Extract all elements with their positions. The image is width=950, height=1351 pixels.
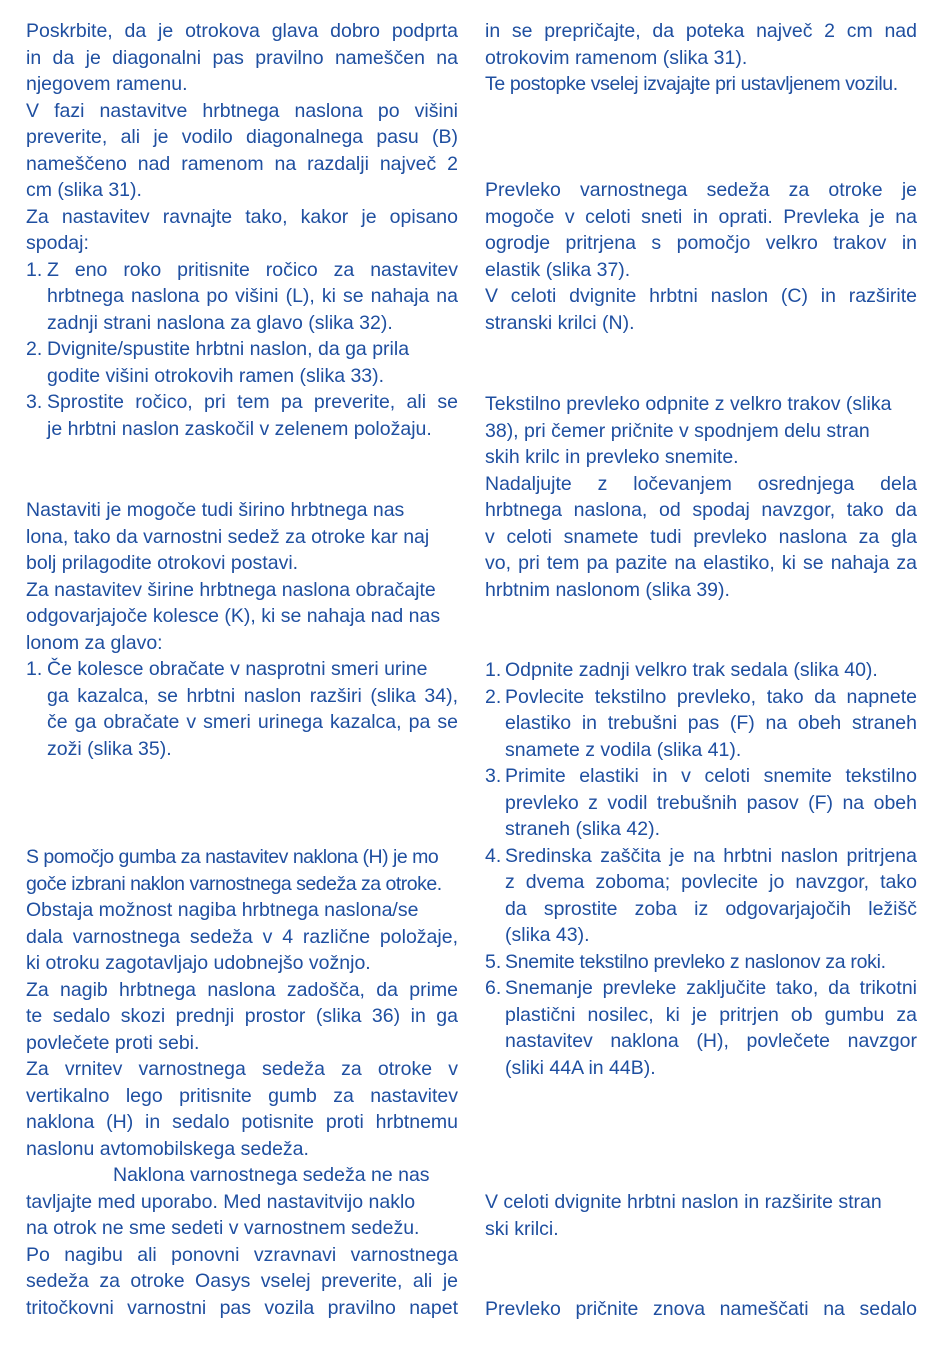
text-line: elastik (slika 37).: [485, 258, 631, 281]
list-item-line: Snemite tekstilno prevleko z naslonov za roki.: [505, 950, 886, 973]
text-line: v celoti snamete tudi prevleko naslona za gla: [485, 525, 917, 548]
list-number: 6.: [485, 977, 502, 999]
list-item-line: Dvignite/spustite hrbtni naslon, da ga prila: [47, 338, 410, 360]
list-item-line: da sprostite zoba iz odgovarjajočih ležišč: [505, 897, 917, 920]
text-line: odgovarjajoče kolesce (K), ki se nahaja nad nas: [26, 605, 441, 627]
list-item-line: godite višini otrokovih ramen (slika 33).: [47, 364, 385, 387]
text-line: Nadaljujte z ločevanjem osrednjega dela: [485, 472, 917, 495]
text-line: lonom za glavo:: [26, 631, 163, 654]
text-line: sedeža za otroke Oasys vselej preverite, ali je: [26, 1270, 458, 1292]
list-item-line: Če kolesce obračate v nasprotni smeri urine: [47, 658, 428, 680]
text-line: Za nastavitev ravnajte tako, kakor je opisano: [26, 205, 458, 228]
text-line: Prevleko varnostnega sedeža za otroke je: [485, 179, 917, 201]
text-line: preverite, ali je vodilo diagonalnega pasu (B): [26, 126, 458, 148]
text-line: hrbtnim naslonom (slika 39).: [485, 578, 730, 601]
text-line: Poskrbite, da je otrokova glava dobro podprta: [26, 20, 458, 42]
list-number: 1.: [26, 658, 43, 680]
text-line: Tekstilno prevleko odpnite z velkro trakov (slika: [485, 393, 892, 415]
text-line: otrokovim ramenom (slika 31).: [485, 46, 748, 69]
text-line: Naklona varnostnega sedeža ne nas: [113, 1164, 430, 1186]
list-item-line: nastavitev naklona (H), povlečete navzgor: [505, 1030, 917, 1052]
list-number: 4.: [485, 844, 502, 867]
text-line: mogoče v celoti sneti in oprati. Prevleka je na: [485, 205, 917, 228]
text-line: 38), pri čemer pričnite v spodnjem delu stran: [485, 419, 870, 442]
list-item-line: (sliki 44A in 44B).: [505, 1056, 656, 1079]
list-item-line: straneh (slika 42).: [505, 818, 660, 840]
list-item-line: zoži (slika 35).: [47, 737, 172, 760]
text-line: vo, pri tem pa pazite na elastiko, ki se nahaja za: [485, 552, 917, 574]
text-line: skih krilc in prevleko snemite.: [485, 446, 739, 468]
text-line: V fazi nastavitve hrbtnega naslona po višini: [26, 99, 458, 122]
text-line: ogrodje pritrjena s pomočjo velkro trakov in: [485, 232, 917, 254]
text-line: Te postopke vselej izvajajte pri ustavljenem vozilu.: [485, 73, 898, 95]
list-item-line: prevleko z vodil trebušnih pasov (F) na obeh: [505, 791, 917, 814]
text-line: tritočkovni varnostni pas vozila pravilno napet: [26, 1296, 458, 1319]
text-line: ski krilci.: [485, 1217, 559, 1240]
list-item-line: Sredinska zaščita je na hrbtni naslon pritrjena: [505, 844, 917, 867]
text-line: hrbtnega naslona, od spodaj navzgor, tako da: [485, 499, 917, 521]
list-item-line: z dvema zoboma; povlecite jo navzgor, tako: [505, 871, 917, 893]
text-line: na otrok ne sme sedeti v varnostnem sedežu.: [26, 1217, 420, 1239]
text-line: in se prepričajte, da poteka največ 2 cm nad: [485, 20, 917, 42]
text-line: ki otroku zagotavljajo udobnejšo vožnjo.: [26, 952, 371, 974]
text-line: Za vrnitev varnostnega sedeža za otroke v: [26, 1058, 458, 1080]
list-item-line: če ga obračate v smeri urinega kazalca, pa se: [47, 711, 458, 733]
text-line: in da je diagonalni pas pravilno nameščen na: [26, 46, 458, 69]
text-line: nameščeno nad ramenom na razdalji največ 2: [26, 152, 458, 175]
text-line: te sedalo skozi prednji prostor (slika 36) in ga: [26, 1005, 458, 1027]
list-item-line: Povlecite tekstilno prevleko, tako da napnete: [505, 685, 917, 708]
list-item-line: Primite elastiki in v celoti snemite tekstilno: [505, 765, 917, 787]
text-line: lona, tako da varnostni sedež za otroke kar naj: [26, 525, 430, 548]
list-number: 3.: [26, 391, 43, 413]
text-line: Za nagib hrbtnega naslona zadošča, da prime: [26, 978, 458, 1001]
text-line: njegovem ramenu.: [26, 73, 188, 95]
text-line: naslonu avtomobilskega sedeža.: [26, 1137, 309, 1160]
list-number: 2.: [485, 685, 502, 708]
list-item-line: snamete z vodila (slika 41).: [505, 738, 742, 761]
list-number: 2.: [26, 338, 43, 360]
list-item-line: hrbtnega naslona po višini (L), ki se nahaja na: [47, 285, 458, 307]
text-line: S pomočjo gumba za nastavitev naklona (H) je mo: [26, 846, 439, 868]
text-line: goče izbrani naklon varnostnega sedeža za otroke.: [26, 872, 442, 895]
list-item-line: Snemanje prevleke zaključite tako, da trikotni: [505, 977, 917, 999]
text-line: V celoti dvignite hrbtni naslon in razširite stran: [485, 1191, 882, 1213]
list-item-line: Sprostite ročico, pri tem pa preverite, ali se: [47, 391, 458, 413]
text-line: dala varnostnega sedeža v 4 različne položaje,: [26, 925, 458, 948]
list-number: 5.: [485, 950, 502, 973]
text-line: spodaj:: [26, 232, 89, 254]
text-line: Po nagibu ali ponovni vzravnavi varnostnega: [26, 1243, 458, 1266]
text-line: bolj prilagodite otrokovi postavi.: [26, 552, 299, 574]
list-item-line: Odpnite zadnji velkro trak sedala (slika 40).: [505, 659, 878, 681]
list-item-line: elastiko in trebušni pas (F) na obeh straneh: [505, 712, 917, 734]
list-item-line: ga kazalca, se hrbtni naslon razširi (slika 34),: [47, 684, 458, 707]
text-line: stranski krilci (N).: [485, 311, 635, 334]
list-number: 1.: [26, 258, 43, 281]
text-line: V celoti dvignite hrbtni naslon (C) in razširite: [485, 285, 917, 307]
text-line: Za nastavitev širine hrbtnega naslona obračajte: [26, 578, 436, 601]
text-line: Obstaja možnost nagiba hrbtnega naslona/se: [26, 899, 419, 921]
list-item-line: je hrbtni naslon zaskočil v zelenem položaju.: [47, 417, 432, 440]
text-line: cm (slika 31).: [26, 179, 142, 201]
text-line: vertikalno lego pritisnite gumb za nastavitev: [26, 1084, 458, 1107]
list-item-line: (slika 43).: [505, 924, 590, 946]
text-line: povlečete proti sebi.: [26, 1031, 200, 1054]
text-line: naklona (H) in sedalo potisnite proti hrbtnemu: [26, 1111, 458, 1133]
list-item-line: Z eno roko pritisnite ročico za nastavitev: [47, 258, 458, 281]
list-item-line: zadnji strani naslona za glavo (slika 32).: [47, 311, 393, 334]
text-line: Prevleko pričnite znova nameščati na sedalo: [485, 1298, 917, 1320]
text-line: tavljajte med uporabo. Med nastavitvijo naklo: [26, 1190, 416, 1213]
list-number: 3.: [485, 765, 502, 787]
list-number: 1.: [485, 659, 502, 681]
text-line: Nastaviti je mogoče tudi širino hrbtnega nas: [26, 499, 405, 521]
list-item-line: plastični nosilec, ki je pritrjen ob gumbu za: [505, 1003, 917, 1026]
